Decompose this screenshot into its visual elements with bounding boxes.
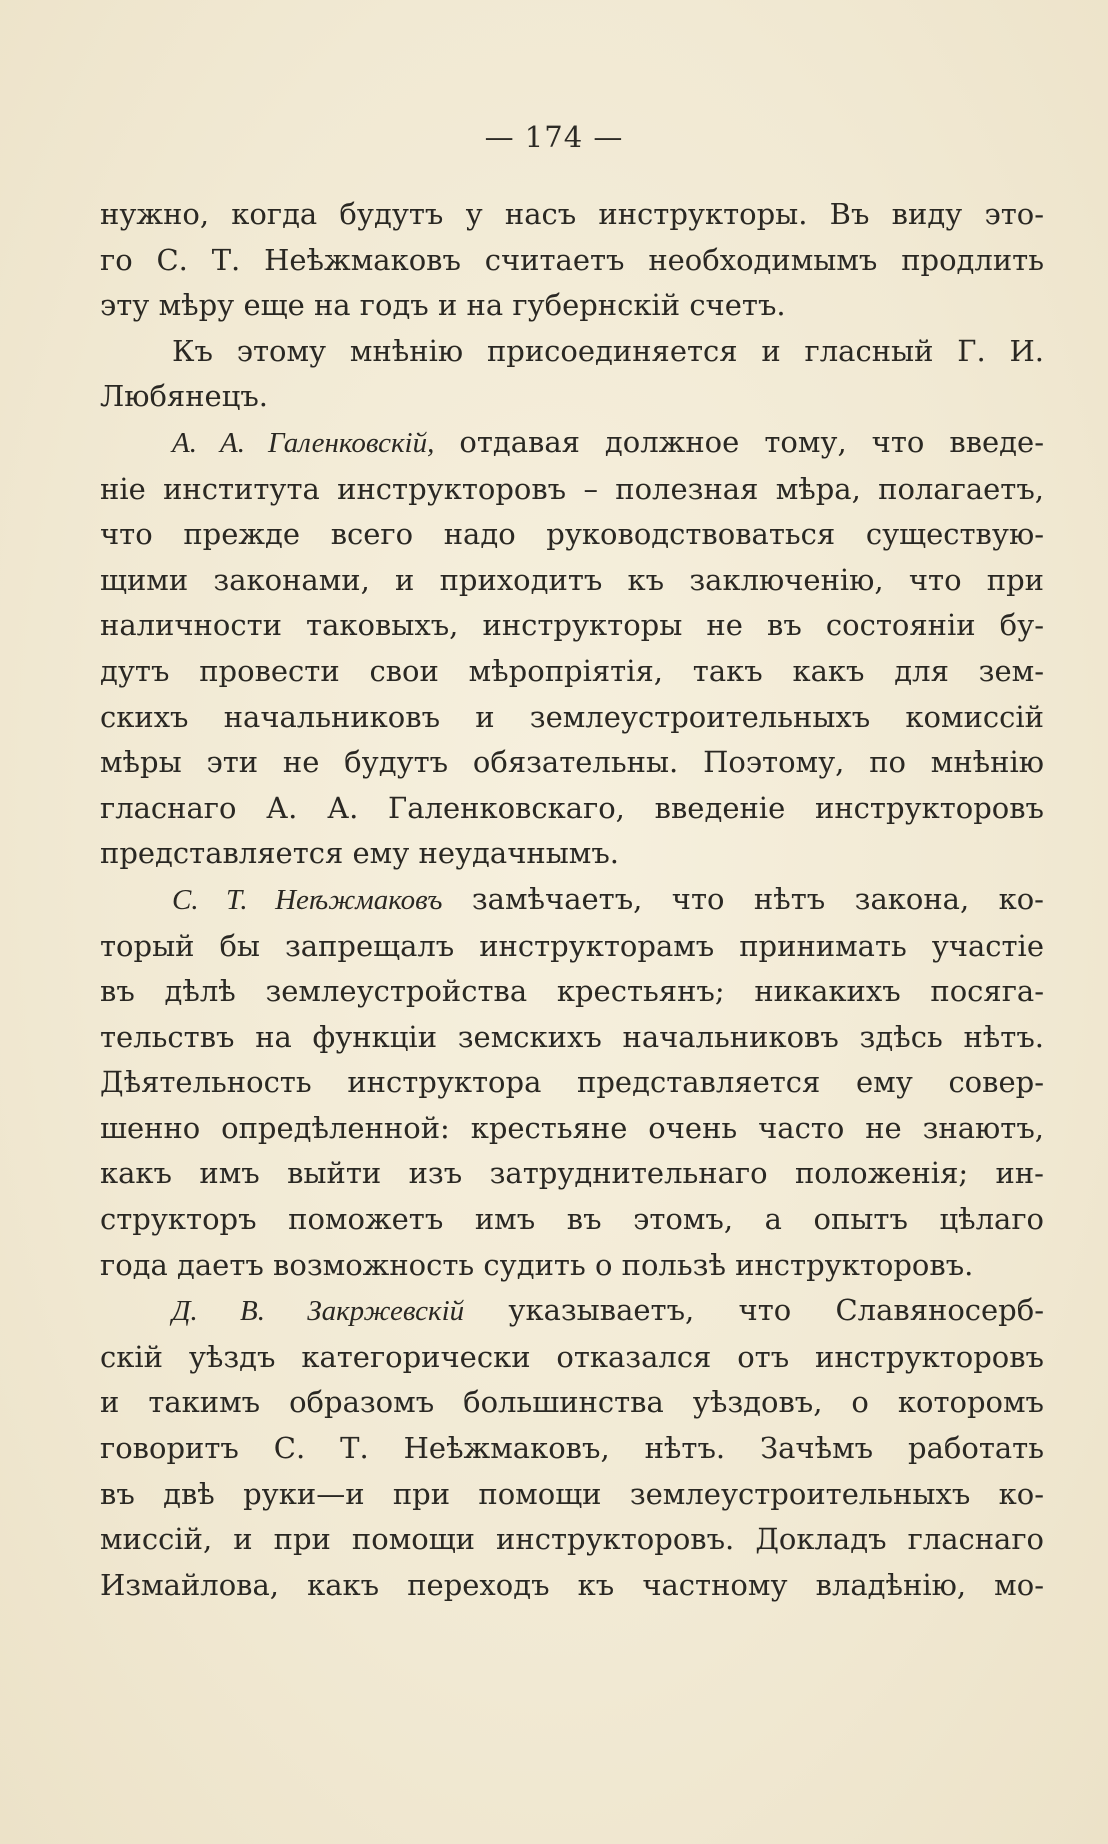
paragraph <box>100 877 1044 1288</box>
text-line: структоръ поможетъ имъ въ этомъ, а опытъ цѣлаго <box>100 1202 1044 1237</box>
text-line: нужно, когда будутъ у насъ инструкторы. Въ виду это- <box>100 197 1044 231</box>
paragraph <box>100 1288 1044 1608</box>
text-line: что прежде всего надо руководствоваться существую- <box>100 517 1044 552</box>
text-line: Къ этому мнѣнію присоединяется и гласный Г. И. <box>172 333 1044 368</box>
text-line: говоритъ С. Т. Неѣжмаковъ, нѣтъ. Зачѣмъ работать <box>100 1431 1044 1466</box>
text-line <box>100 877 1044 924</box>
text-line: го С. Т. Неѣжмаковъ считаетъ необходимымъ продлить <box>100 242 1044 277</box>
text-line: въ двѣ руки—и при помощи землеустроительныхъ ко- <box>100 1476 1044 1511</box>
page-text <box>100 192 1044 1608</box>
text-fragment: отдавая должное тому, что введе- <box>434 424 1044 459</box>
text-line: гласнаго А. А. Галенковскаго, введеніе инструкторовъ <box>100 790 1044 825</box>
text-fragment: замѣчаетъ, что нѣтъ закона, ко- <box>442 881 1044 916</box>
text-line: ніе института инструкторовъ – полезная мѣра, полагаетъ, <box>100 471 1044 506</box>
speaker-name: С. Т. Неѣжмаковъ <box>172 883 443 916</box>
text-line: скій уѣздъ категорически отказался отъ инструкторовъ <box>100 1339 1044 1374</box>
text-line <box>100 1288 1044 1335</box>
text-line: и такимъ образомъ большинства уѣздовъ, о которомъ <box>100 1385 1044 1420</box>
text-line: торый бы запрещалъ инструкторамъ принимать участіе <box>100 928 1044 963</box>
text-line: миссій, и при помощи инструкторовъ. Докладъ гласнаго <box>100 1522 1044 1557</box>
paragraph <box>100 192 1044 329</box>
text-line: дутъ провести свои мѣропріятія, такъ какъ для зем- <box>100 653 1044 688</box>
speaker-name: Д. В. Закржевскій <box>172 1295 465 1328</box>
text-line: Измайлова, какъ переходъ къ частному владѣнію, мо- <box>100 1567 1044 1602</box>
text-line: шенно опредѣленной: крестьяне очень часто не знаютъ, <box>100 1110 1044 1145</box>
text-line: представляется ему неудачнымъ. <box>100 836 619 871</box>
text-line <box>100 420 1044 467</box>
text-line: Любянецъ. <box>100 379 269 414</box>
text-line: щими законами, и приходитъ къ заключенію, что при <box>100 562 1044 597</box>
page-number: — 174 — <box>484 120 624 154</box>
paragraph <box>100 420 1044 877</box>
paragraph <box>100 329 1044 420</box>
text-line: какъ имъ выйти изъ затруднительнаго положенія; ин- <box>100 1156 1044 1191</box>
speaker-name: А. А. Галенковскій, <box>172 426 435 459</box>
text-line: мѣры эти не будутъ обязательны. Поэтому, по мнѣнію <box>100 745 1044 780</box>
text-line: года даетъ возможность судить о пользѣ инструкторовъ. <box>100 1247 974 1282</box>
text-line: наличности таковыхъ, инструкторы не въ состояніи бу- <box>100 608 1044 643</box>
text-line: скихъ начальниковъ и землеустроительныхъ комиссій <box>100 699 1044 734</box>
text-fragment: указываетъ, что Славяносерб- <box>464 1293 1044 1328</box>
text-line: тельствъ на функціи земскихъ начальниковъ здѣсь нѣтъ. <box>100 1019 1044 1054</box>
text-line: Дѣятельность инструктора представляется ему совер- <box>100 1065 1044 1100</box>
text-line: эту мѣру еще на годъ и на губернскій счетъ. <box>100 288 786 323</box>
text-line: въ дѣлѣ землеустройства крестьянъ; никакихъ посяга- <box>100 974 1044 1009</box>
